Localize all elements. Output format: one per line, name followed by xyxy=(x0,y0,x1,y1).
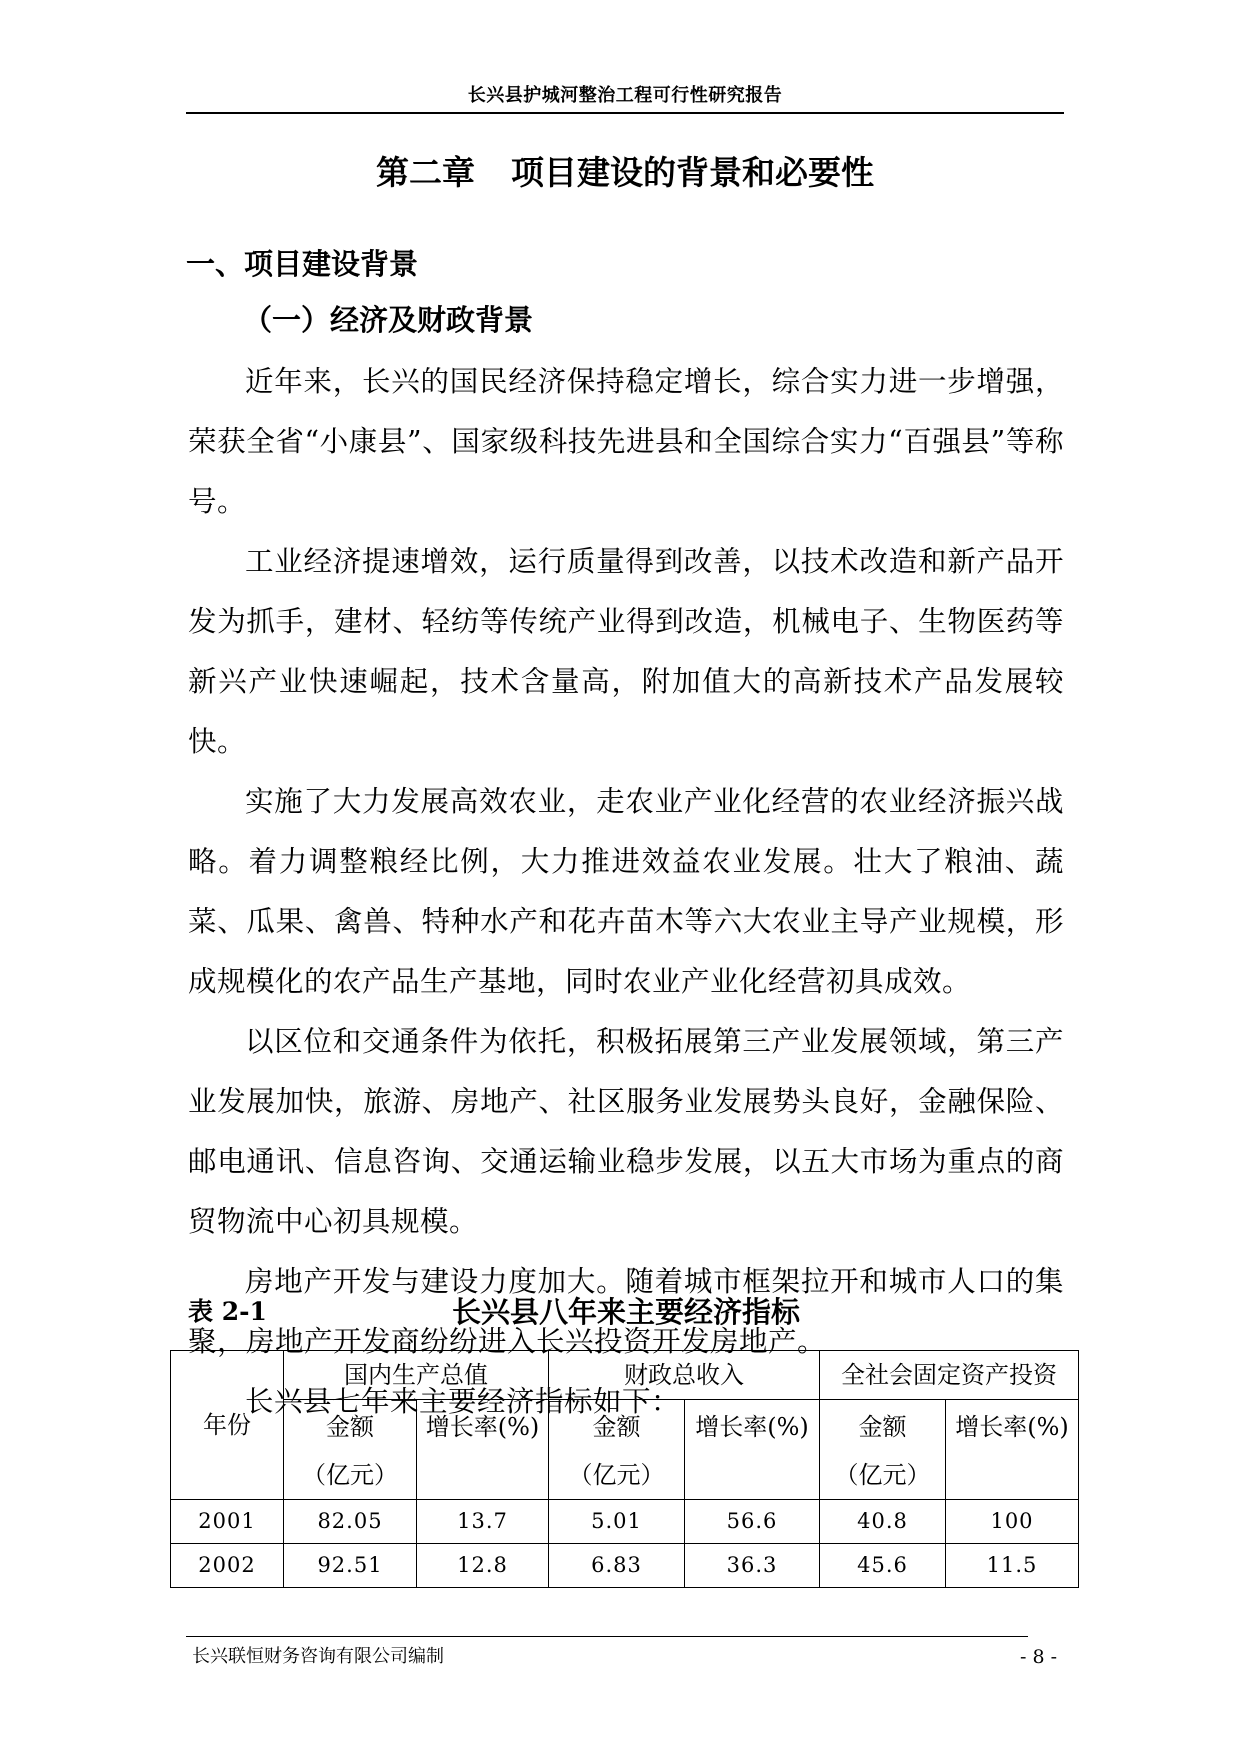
section-heading: 一、项目建设背景 xyxy=(186,247,419,281)
gdp-amount-header xyxy=(284,1400,417,1500)
year-cell: 2001 xyxy=(171,1500,284,1544)
footer-compiler: 长兴联恒财务咨询有限公司编制 xyxy=(192,1646,444,1667)
chapter-title xyxy=(186,149,1064,197)
investment-growth-cell: 100 xyxy=(946,1500,1079,1544)
revenue-amount-header xyxy=(549,1400,685,1500)
paragraph: 实施了大力发展高效农业，走农业产业化经营的农业经济振兴战略。着力调整粮经比例，大力推进效益农业发展。壮大了粮油、蔬菜、瓜果、禽兽、特种水产和花卉苗木等六大农业主导产业规模，形成规模化的农产品生产基地，同时农业产业化经营初具成效。 xyxy=(188,785,1064,998)
year-header: 年份 xyxy=(171,1351,284,1500)
amount-label: 金额 xyxy=(858,1413,907,1441)
chapter-name: 项目建设的背景和必要性 xyxy=(511,153,874,192)
paragraph: 工业经济提速增效，运行质量得到改善，以技术改造和新产品开发为抓手，建材、轻纺等传统产业得到改造，机械电子、生物医药等新兴产业快速崛起，技术含量高，附加值大的高新技术产品发展较快。 xyxy=(188,545,1064,758)
footer-rule xyxy=(186,1636,1028,1637)
investment-cell: 45.6 xyxy=(820,1544,946,1588)
table-subheader-row xyxy=(171,1400,1079,1500)
paragraph: 近年来，长兴的国民经济保持稳定增长，综合实力进一步增强，荣获全省“小康县”、国家级科技先进县和全国综合实力“百强县”等称号。 xyxy=(188,365,1064,518)
amount-unit: （亿元） xyxy=(834,1461,931,1489)
amount-unit: （亿元） xyxy=(302,1461,398,1489)
investment-growth-header: 增长率(%) xyxy=(946,1400,1079,1500)
investment-header: 全社会固定资产投资 xyxy=(820,1351,1079,1400)
table-row xyxy=(171,1544,1079,1588)
page-number: - 8 - xyxy=(1020,1646,1058,1668)
table-title: 长兴县八年来主要经济指标 xyxy=(451,1295,800,1329)
amount-label: 金额 xyxy=(592,1413,641,1441)
body-text xyxy=(188,352,1064,1432)
running-header: 长兴县护城河整治工程可行性研究报告 xyxy=(467,85,783,106)
economic-indicators-table xyxy=(170,1350,1079,1588)
revenue-header: 财政总收入 xyxy=(549,1351,820,1400)
revenue-cell: 5.01 xyxy=(549,1500,685,1544)
amount-unit: （亿元） xyxy=(568,1461,665,1489)
investment-growth-cell: 11.5 xyxy=(946,1544,1079,1588)
investment-amount-header xyxy=(820,1400,946,1500)
revenue-growth-header: 增长率(%) xyxy=(685,1400,820,1500)
gdp-growth-header: 增长率(%) xyxy=(417,1400,549,1500)
revenue-growth-cell: 36.3 xyxy=(685,1544,820,1588)
paragraph: 房地产开发与建设力度加大。随着城市框架拉开和城市人口的集聚，房地产开发商纷纷进入长兴投资开发房地产。 xyxy=(188,1265,1064,1358)
header-rule xyxy=(186,112,1064,114)
paragraph: 长兴县七年来主要经济指标如下： xyxy=(245,1385,681,1418)
gdp-cell: 82.05 xyxy=(284,1500,417,1544)
gdp-header: 国内生产总值 xyxy=(284,1351,549,1400)
table-caption xyxy=(188,1292,1064,1332)
table-header-row xyxy=(171,1351,1079,1400)
chapter-number: 第二章 xyxy=(376,153,475,192)
year-cell: 2002 xyxy=(171,1544,284,1588)
investment-cell: 40.8 xyxy=(820,1500,946,1544)
table-number: 表 2-1 xyxy=(188,1297,267,1326)
table-row xyxy=(171,1500,1079,1544)
subsection-heading: （一）经济及财政背景 xyxy=(243,303,534,337)
revenue-cell: 6.83 xyxy=(549,1544,685,1588)
revenue-growth-cell: 56.6 xyxy=(685,1500,820,1544)
gdp-cell: 92.51 xyxy=(284,1544,417,1588)
gdp-growth-cell: 12.8 xyxy=(417,1544,549,1588)
paragraph: 以区位和交通条件为依托，积极拓展第三产业发展领域，第三产业发展加快，旅游、房地产、社区服务业发展势头良好，金融保险、邮电通讯、信息咨询、交通运输业稳步发展，以五大市场为重点的商贸物流中心初具规模。 xyxy=(188,1025,1064,1238)
amount-label: 金额 xyxy=(326,1413,374,1441)
gdp-growth-cell: 13.7 xyxy=(417,1500,549,1544)
